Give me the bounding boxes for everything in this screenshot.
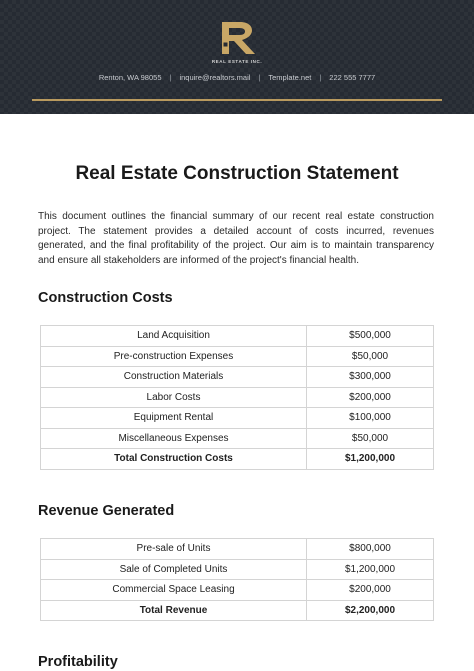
- table-row: [41, 326, 434, 347]
- total-row: [41, 449, 434, 470]
- table-row: [41, 428, 434, 449]
- table-row: [41, 580, 434, 601]
- line-item-label: Sale of Completed Units: [41, 559, 307, 580]
- line-item-label: Pre-construction Expenses: [41, 346, 307, 367]
- revenue-table: [40, 538, 434, 621]
- table-row: [41, 387, 434, 408]
- line-item-amount: $50,000: [307, 428, 434, 449]
- company-name: REAL ESTATE INC.: [211, 59, 263, 64]
- line-item-amount: $100,000: [307, 408, 434, 429]
- total-label: Total Construction Costs: [41, 449, 307, 470]
- section-heading-costs: Construction Costs: [38, 290, 173, 306]
- line-item-amount: $50,000: [307, 346, 434, 367]
- section-heading-profitability: Profitability: [38, 654, 118, 670]
- header-divider: [32, 99, 442, 101]
- line-item-amount: $300,000: [307, 367, 434, 388]
- line-item-amount: $200,000: [307, 580, 434, 601]
- section-heading-revenue: Revenue Generated: [38, 503, 175, 519]
- line-item-amount: $1,200,000: [307, 559, 434, 580]
- line-item-label: Land Acquisition: [41, 326, 307, 347]
- table-row: [41, 539, 434, 560]
- intro-paragraph: This document outlines the financial summary of our recent real estate construction project. The statement provides a detailed account of costs incurred, revenues generated, and the final profitability of the project. Our aim is to maintain transparency and ensure all stakeholders are informed of the project's financial health.: [38, 211, 434, 266]
- line-item-label: Equipment Rental: [41, 408, 307, 429]
- line-item-label: Construction Materials: [41, 367, 307, 388]
- letterhead: [0, 0, 474, 114]
- total-label: Total Revenue: [41, 600, 307, 621]
- table-row: [41, 559, 434, 580]
- separator: |: [169, 73, 172, 82]
- contact-address: Renton, WA 98055: [98, 73, 162, 82]
- line-item-label: Labor Costs: [41, 387, 307, 408]
- line-item-label: Commercial Space Leasing: [41, 580, 307, 601]
- line-item-label: Miscellaneous Expenses: [41, 428, 307, 449]
- contact-website[interactable]: Template.net: [268, 73, 312, 82]
- line-item-amount: $800,000: [307, 539, 434, 560]
- contact-email[interactable]: inquire@realtors.mail: [179, 73, 251, 82]
- contact-line: [0, 73, 474, 82]
- contact-phone: 222 555 7777: [329, 73, 376, 82]
- line-item-amount: $500,000: [307, 326, 434, 347]
- table-row: [41, 408, 434, 429]
- table-row: [41, 367, 434, 388]
- company-logo-icon: [218, 20, 258, 56]
- line-item-label: Pre-sale of Units: [41, 539, 307, 560]
- document-title: Real Estate Construction Statement: [75, 163, 399, 184]
- total-amount: $2,200,000: [307, 600, 434, 621]
- separator: |: [319, 73, 322, 82]
- total-row: [41, 600, 434, 621]
- separator: |: [258, 73, 261, 82]
- construction-costs-table: [40, 325, 434, 470]
- total-amount: $1,200,000: [307, 449, 434, 470]
- line-item-amount: $200,000: [307, 387, 434, 408]
- table-row: [41, 346, 434, 367]
